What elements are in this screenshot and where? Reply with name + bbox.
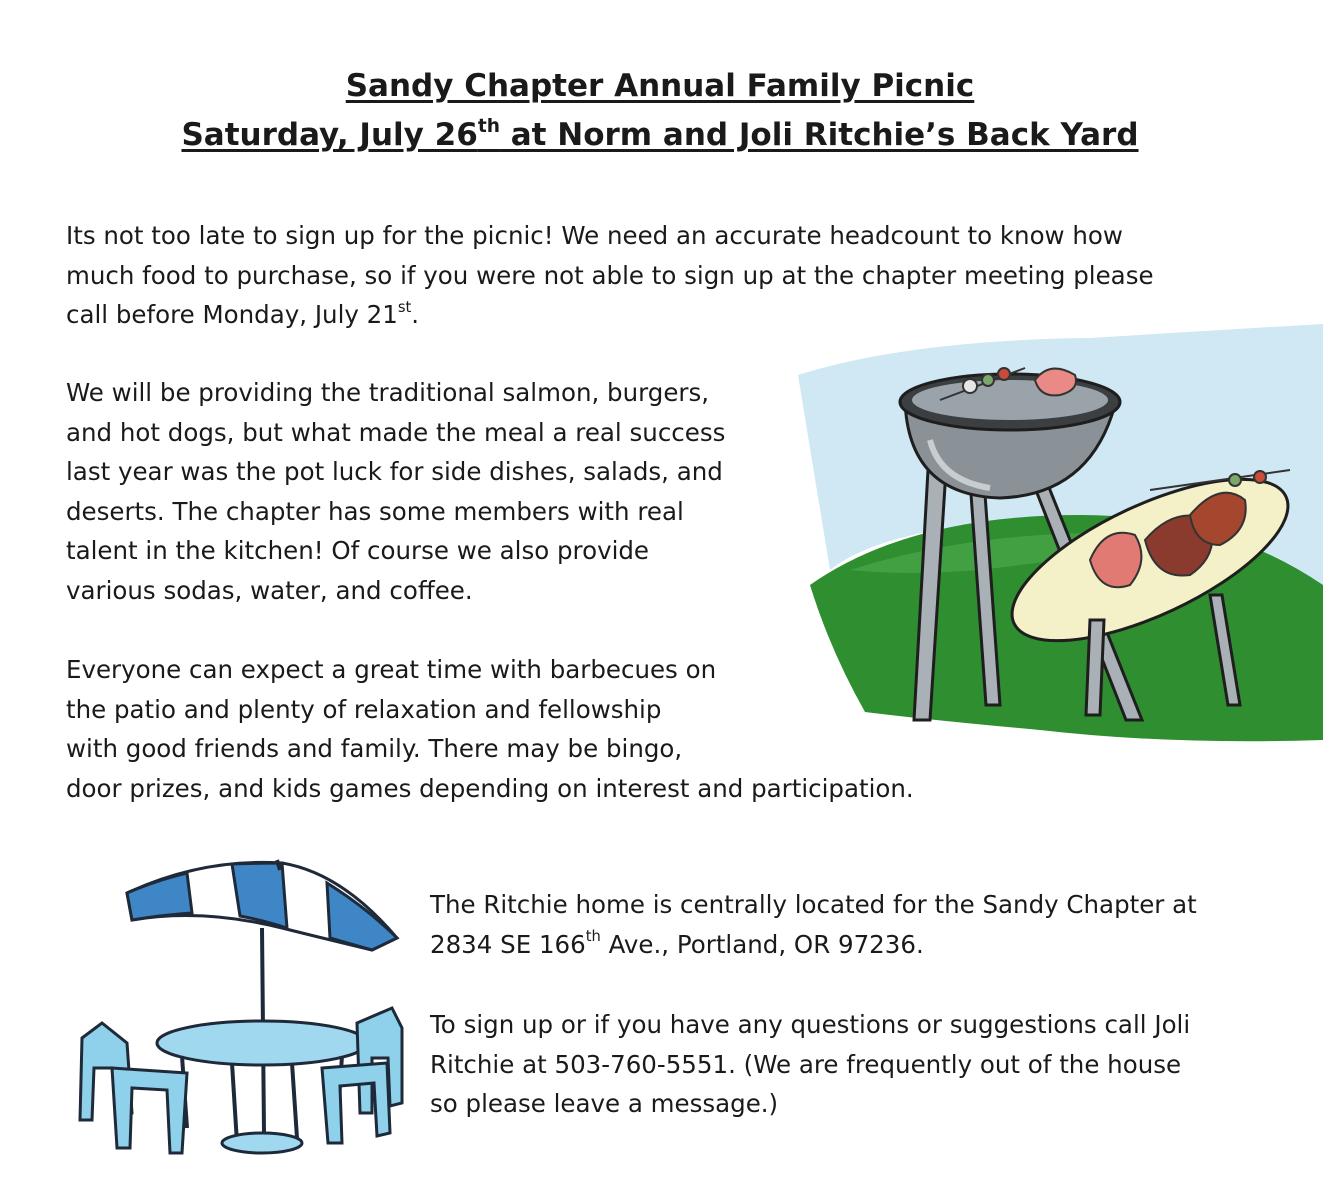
activities-line-1: Everyone can expect a great time with barbecues on (66, 655, 717, 684)
signup-deadline-text: call before Monday, July 21 (66, 300, 398, 329)
food-line-2: and hot dogs, but what made the meal a real success (66, 417, 726, 447)
patio-umbrella-table-illustration (72, 858, 412, 1168)
location-line-1: The Ritchie home is centrally located for the Sandy Chapter at (430, 890, 1197, 919)
deadline-ordinal-suffix: st (397, 298, 412, 316)
food-line-4: deserts. The chapter has some members with real (66, 496, 684, 526)
address-end: Ave., Portland, OR 97236. (600, 929, 924, 959)
title-line-1-text: Sandy Chapter Annual Family Picnic (345, 68, 975, 104)
food-paragraph (66, 373, 826, 610)
title-ordinal-suffix: th (477, 115, 500, 137)
location-line-2 (430, 925, 1300, 965)
signup-line-3-end: . (411, 300, 420, 329)
signup-paragraph (66, 216, 1266, 335)
food-line-6: various sodas, water, and coffee. (66, 575, 473, 605)
food-line-5: talent in the kitchen! Of course we also provide (66, 536, 649, 565)
activities-line-3: with good friends and family. There may be bingo, (66, 734, 683, 763)
address-ordinal-suffix: th (585, 928, 601, 946)
activities-line-2: the patio and plenty of relaxation and fellowship (66, 694, 662, 724)
address-start: 2834 SE 166 (430, 929, 586, 959)
barbecue-grill-illustration (790, 320, 1325, 745)
food-line-1: We will be providing the traditional salmon, burgers, (66, 378, 710, 407)
title-line-2-location: at Norm and Joli Ritchie’s Back Yard (499, 117, 1139, 153)
contact-line-1: To sign up or if you have any questions or suggestions call Joli (430, 1010, 1191, 1039)
signup-line-1: Its not too late to sign up for the picnic! We need an accurate headcount to know how (66, 221, 1123, 250)
contact-line-2: Ritchie at 503-760-5551. (We are frequently out of the house (430, 1049, 1182, 1079)
flyer-title-line-1 (0, 68, 1320, 104)
contact-line-3: so please leave a message.) (430, 1089, 779, 1118)
activities-line-4: door prizes, and kids games depending on interest and participation. (66, 773, 914, 803)
location-paragraph (430, 885, 1300, 964)
food-line-3: last year was the pot luck for side dishes, salads, and (66, 457, 723, 486)
title-line-2-date: Saturday, July 26 (181, 117, 478, 153)
contact-paragraph (430, 1005, 1300, 1124)
signup-line-2: much food to purchase, so if you were not able to sign up at the chapter meeting please (66, 260, 1154, 290)
flyer-title-line-2 (0, 117, 1320, 153)
